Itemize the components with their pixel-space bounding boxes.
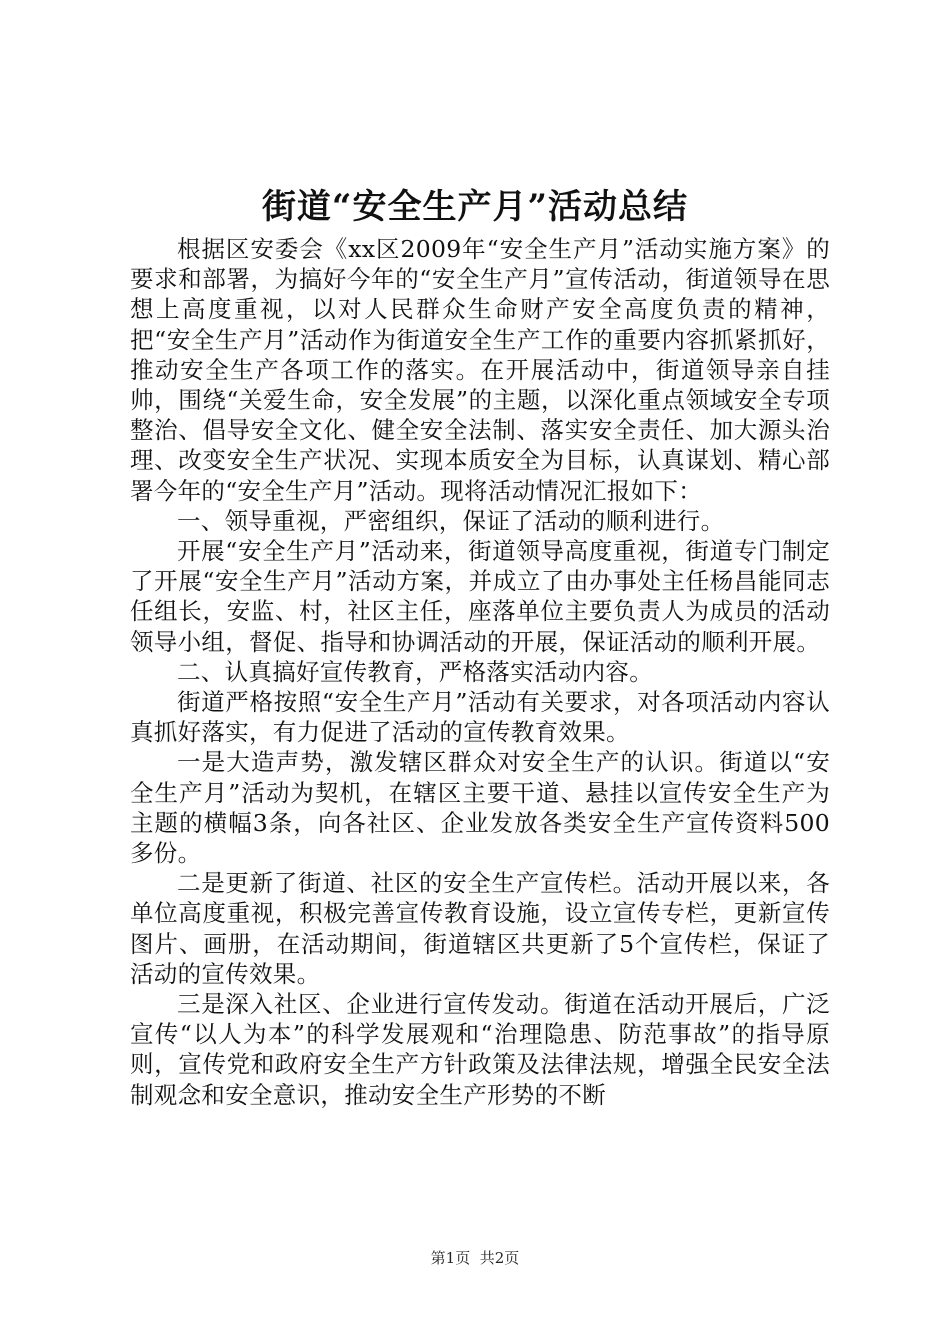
document-title: 街道“安全生产月”活动总结 (261, 187, 689, 227)
page-footer (0, 1248, 950, 1268)
document-body (130, 234, 830, 1110)
section-2-paragraph: 街道严格按照“安全生产月”活动有关要求，对各项活动内容认真抓好落实，有力促进了活动的宣传教育效果。 (130, 688, 830, 747)
point-2-paragraph: 二是更新了街道、社区的安全生产宣传栏。活动开展以来，各单位高度重视，积极完善宣传教育设施，设立宣传专栏，更新宣传图片、画册，在活动期间，街道辖区共更新了5个宣传栏，保证了活动的宣传效果。 (130, 869, 830, 988)
intro-paragraph: 根据区安委会《xx区2009年“安全生产月”活动实施方案》的要求和部署，为搞好今年的“安全生产月”宣传活动，街道领导在思想上高度重视，以对人民群众生命财产安全高度负责的精神，把“安全生产月”活动作为街道安全生产工作的重要内容抓紧抓好，推动安全生产各项工作的落实。在开展活动中，街道领导亲自挂帅，围绕“关爱生命，安全发展”的主题，以深化重点领域安全专项整治、倡导安全文化、健全安全法制、落实安全责任、加大源头治理、改变安全生产状况、实现本质安全为目标，认真谋划、精心部署今年的“安全生产月”活动。现将活动情况汇报如下： (130, 235, 830, 505)
section-1-paragraph: 开展“安全生产月”活动来，街道领导高度重视，街道专门制定了开展“安全生产月”活动方案，并成立了由办事处主任杨昌能同志任组长，安监、村，社区主任，座落单位主要负责人为成员的活动领导小组，督促、指导和协调活动的开展，保证活动的顺利开展。 (130, 537, 830, 656)
point-3-paragraph: 三是深入社区、企业进行宣传发动。街道在活动开展后，广泛宣传“以人为本”的科学发展观和“治理隐患、防范事故”的指导原则，宣传党和政府安全生产方针政策及法律法规，增强全民安全法制观念和安全意识，推动安全生产形势的不断 (130, 990, 830, 1109)
section-heading-1: 一、领导重视，严密组织，保证了活动的顺利进行。 (177, 506, 725, 535)
point-1-paragraph: 一是大造声势，激发辖区群众对安全生产的认识。街道以“安全生产月”活动为契机，在辖区主要干道、悬挂以宣传安全生产为主题的横幅3条，向各社区、企业发放各类安全生产宣传资料500多份。 (130, 748, 830, 868)
page-number: 第1页 (430, 1249, 471, 1267)
section-heading-2: 二、认真搞好宣传教育，严格落实活动内容。 (177, 657, 653, 686)
page-total: 共2页 (479, 1249, 520, 1267)
